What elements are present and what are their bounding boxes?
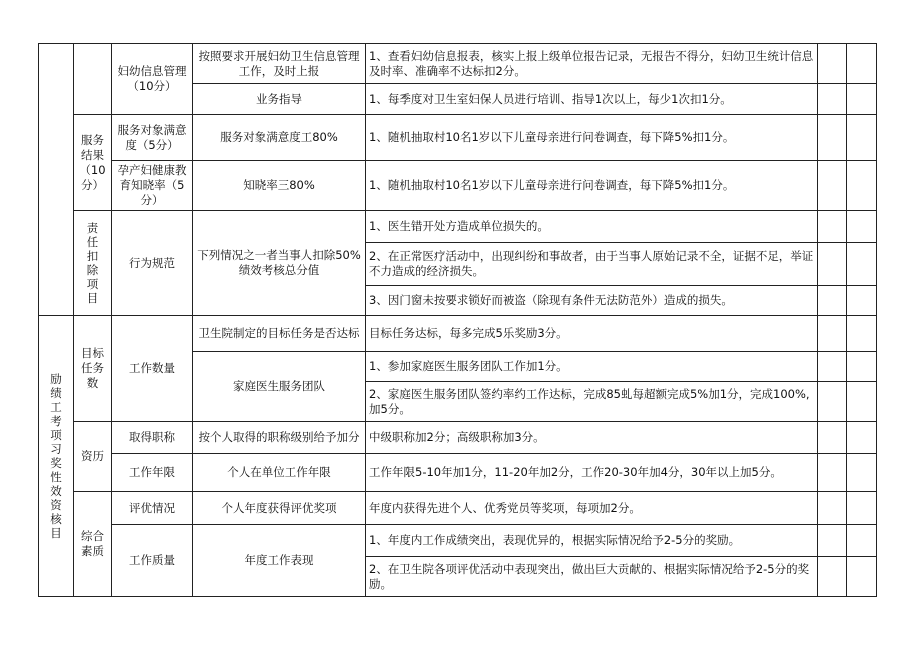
score-cell bbox=[818, 454, 847, 492]
requirement-cell: 服务对象满意度工80% bbox=[193, 115, 366, 161]
remark-cell bbox=[847, 84, 877, 115]
requirement-cell: 个人在单位工作年限 bbox=[193, 454, 366, 492]
category-cell-top bbox=[39, 44, 74, 316]
item-cell: 孕产妇健康教育知晓率（5分） bbox=[112, 161, 193, 211]
requirement-cell: 按个人取得的职称级别给予加分 bbox=[193, 422, 366, 454]
subcategory-cell-qualification: 资历 bbox=[74, 422, 112, 492]
score-cell bbox=[818, 525, 847, 557]
score-cell bbox=[818, 316, 847, 352]
standard-cell: 目标任务达标，每多完成5乐奖励3分。 bbox=[366, 316, 818, 352]
score-cell bbox=[818, 492, 847, 525]
requirement-cell: 知晓率三80% bbox=[193, 161, 366, 211]
requirement-cell: 下列情况之一者当事人扣除50%绩效考核总分值 bbox=[193, 211, 366, 316]
category-incentive-label: 励绩工考项习奖性效资核目 bbox=[50, 372, 62, 540]
subcategory-cell-comprehensive: 综合素质 bbox=[74, 492, 112, 597]
score-cell bbox=[818, 211, 847, 243]
remark-cell bbox=[847, 286, 877, 316]
score-cell bbox=[818, 382, 847, 422]
assessment-table bbox=[38, 43, 877, 597]
subcategory-cell-info bbox=[74, 44, 112, 115]
standard-cell: 2、家庭医生服务团队签约率约工作达标，完成85虬每超额完成5%加1分，完成100%,加5分。 bbox=[366, 382, 818, 422]
item-cell: 工作质量 bbox=[112, 525, 193, 597]
requirement-cell: 按照要求开展妇幼卫生信息管理工作，及时上报 bbox=[193, 44, 366, 84]
subcategory-cell-service-result: 服务结果（10分） bbox=[74, 115, 112, 211]
standard-cell: 1、年度内工作成绩突出，表现优异的，根据实际情况给予2-5分的奖励。 bbox=[366, 525, 818, 557]
standard-cell: 3、因门窗未按要求锁好而被盗（除现有条件无法防范外）造成的损失。 bbox=[366, 286, 818, 316]
standard-cell: 2、在正常医疗活动中，出现纠纷和事故者，由于当事人原始记录不全，证据不足，举证不力造成的经济损失。 bbox=[366, 243, 818, 286]
item-cell: 服务对象满意度（5分） bbox=[112, 115, 193, 161]
score-cell bbox=[818, 352, 847, 382]
requirement-cell: 个人年度获得评优奖项 bbox=[193, 492, 366, 525]
subcategory-liability-label: 责任扣除项目 bbox=[86, 221, 99, 305]
requirement-cell: 年度工作表现 bbox=[193, 525, 366, 597]
item-cell: 妇幼信息管理（10分） bbox=[112, 44, 193, 115]
subcategory-cell-liability bbox=[74, 211, 112, 316]
item-cell: 工作年限 bbox=[112, 454, 193, 492]
remark-cell bbox=[847, 525, 877, 557]
subcategory-cell-target: 目标任务数 bbox=[74, 316, 112, 422]
remark-cell bbox=[847, 316, 877, 352]
remark-cell bbox=[847, 115, 877, 161]
standard-cell: 1、参加家庭医生服务团队工作加1分。 bbox=[366, 352, 818, 382]
standard-cell: 1、查看妇幼信息报表，核实上报上级单位报告记录，无报告不得分，妇幼卫生统计信息及时率、准确率不达标扣2分。 bbox=[366, 44, 818, 84]
remark-cell bbox=[847, 243, 877, 286]
remark-cell bbox=[847, 161, 877, 211]
standard-cell: 1、随机抽取村10名1岁以下儿童母亲进行问卷调查，每下降5%扣1分。 bbox=[366, 115, 818, 161]
standard-cell: 年度内获得先进个人、优秀党员等奖项，每项加2分。 bbox=[366, 492, 818, 525]
category-cell-incentive bbox=[39, 316, 74, 597]
item-cell: 行为规范 bbox=[112, 211, 193, 316]
remark-cell bbox=[847, 492, 877, 525]
item-cell: 工作数量 bbox=[112, 316, 193, 422]
standard-cell: 中级职称加2分；高级职称加3分。 bbox=[366, 422, 818, 454]
score-cell bbox=[818, 557, 847, 597]
remark-cell bbox=[847, 382, 877, 422]
score-cell bbox=[818, 115, 847, 161]
score-cell bbox=[818, 161, 847, 211]
item-cell: 取得职称 bbox=[112, 422, 193, 454]
score-cell bbox=[818, 243, 847, 286]
requirement-cell: 卫生院制定的目标任务是否达标 bbox=[193, 316, 366, 352]
standard-cell: 1、每季度对卫生室妇保人员进行培训、指导1次以上，每少1次扣1分。 bbox=[366, 84, 818, 115]
standard-cell: 1、医生错开处方造成单位损失的。 bbox=[366, 211, 818, 243]
remark-cell bbox=[847, 557, 877, 597]
standard-cell: 2、在卫生院各项评优活动中表现突出，做出巨大贡献的、根据实际情况给予2-5分的奖励。 bbox=[366, 557, 818, 597]
item-cell: 评优情况 bbox=[112, 492, 193, 525]
requirement-cell: 业务指导 bbox=[193, 84, 366, 115]
remark-cell bbox=[847, 422, 877, 454]
score-cell bbox=[818, 84, 847, 115]
remark-cell bbox=[847, 211, 877, 243]
remark-cell bbox=[847, 454, 877, 492]
remark-cell bbox=[847, 44, 877, 84]
standard-cell: 1、随机抽取村10名1岁以下儿童母亲进行问卷调查，每下降5%扣1分。 bbox=[366, 161, 818, 211]
score-cell bbox=[818, 422, 847, 454]
requirement-cell: 家庭医生服务团队 bbox=[193, 352, 366, 422]
standard-cell: 工作年限5-10年加1分，11-20年加2分，工作20-30年加4分，30年以上加5分。 bbox=[366, 454, 818, 492]
score-cell bbox=[818, 286, 847, 316]
remark-cell bbox=[847, 352, 877, 382]
score-cell bbox=[818, 44, 847, 84]
